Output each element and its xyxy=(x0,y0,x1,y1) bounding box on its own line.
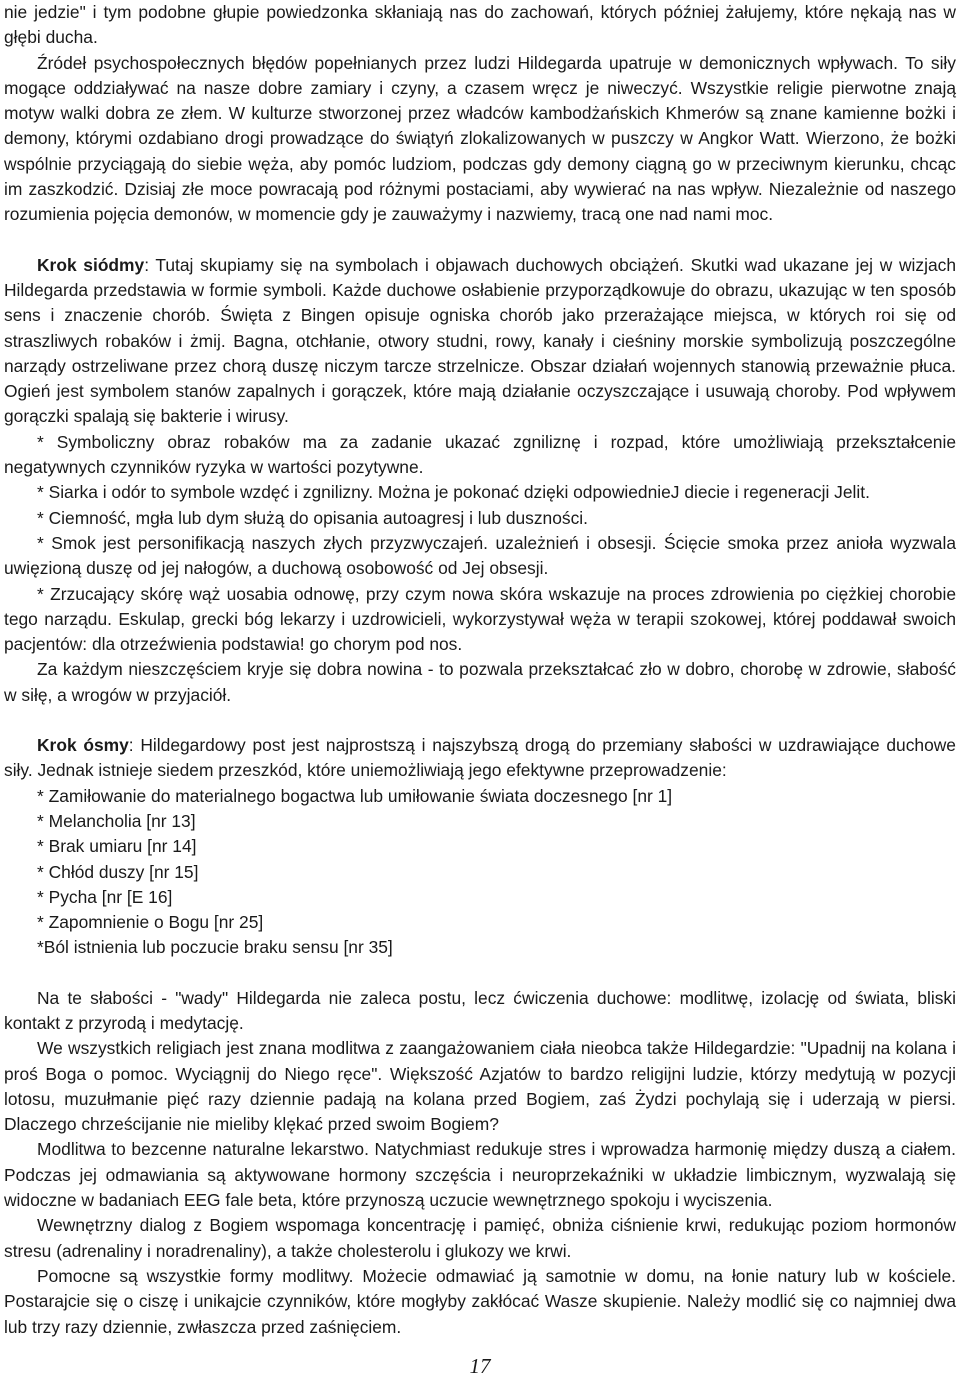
paragraph-step-eight xyxy=(4,733,956,784)
obstacle-item: * Brak umiaru [nr 14] xyxy=(37,836,197,857)
symbol-item-snake: * Zrzucający skórę wąż uosabia odnowę, przy czym nowa skóra wskazuje na proces zdrowienia po ciężkiej chorobie tego narządu. Eskulap, grecki bóg lekarzy i uzdrowicieli, wykorzystywał węża w terapii szokowej, której poddawał swoich pacjentów: dla otrzeźwienia podstawia! go chorym pod nos. xyxy=(4,583,956,655)
obstacle-item: * Melancholia [nr 13] xyxy=(37,810,196,831)
obstacle-item: * Zapomnienie o Bogu [nr 25] xyxy=(37,912,264,933)
page-number: 17 xyxy=(469,1354,491,1378)
step-seven-heading: Krok siódmy xyxy=(37,254,145,275)
document-page xyxy=(4,0,956,1340)
paragraph-prayer-medicine: Modlitwa to bezcenne naturalne lekarstwo. Natychmiast redukuje stres i wprowadza harmonię między duszą a ciałem. Podczas jej odmawiania są aktywowane hormony szczęścia i neuroprzekaźniki w układzie limbicznym, wyzwalają się widoczne w badaniach EEG fale beta, które przynoszą uczucie wewnętrznego spokoju i wyciszenia. xyxy=(4,1139,956,1211)
paragraph-demons: Źródeł psychospołecznych błędów popełnianych przez ludzi Hildegarda upatruje w demonicznych wpływach. To siły mogące oddziaływać na nasze dobre zamiary i czyny, a czasem wręcz je niweczyć. Wszystkie religie pierwotne znają motyw walki dobra ze złem. W kulturze stworzonej przez władców kambodżańskich Khmerów są znane kamienne bożki i demony, którymi ozdabiano drogi prowadzące do świątyń zlokalizowanych w puszczy w Angkor Watt. Wierzono, że bożki wspólnie przyciągają do siebie węża, aby pomóc ludziom, podczas gdy demony ciągną go w przeciwnym kierunku, chcąc im zaszkodzić. Dzisiaj złe moce powracają pod różnymi postaciami, aby wywierać na nas wpływ. Niezależnie od naszego rozumienia pojęcia demonów, w momencie gdy je zauważymy i nazwiemy, tracą one nad nami moc. xyxy=(4,52,956,225)
step-eight-heading: Krok ósmy xyxy=(37,735,129,756)
paragraph-step-seven xyxy=(4,253,956,430)
obstacle-item: * Zamiłowanie do materialnego bogactwa lub umiłowanie świata doczesnego [nr 1] xyxy=(37,785,673,806)
obstacle-item: * Chłód duszy [nr 15] xyxy=(37,861,199,882)
step-seven-text: : Tutaj skupiamy się na symbolach i objawach duchowych obciążeń. Skutki wad ukazane jej w wizjach Hildegarda przedstawia w formie symboli. Każde duchowe osłabienie przyporządkowuje do obrazu, ukazując w ten sposób sens i znaczenie chorób. Święta z Bingen opisuje ogniska chorób jako przerażające miejsca, w których roi się od straszliwych robaków i żmij. Bagna, otchłanie, otwory studni, rowy, kanały i cieśniny morskie symbolizują poszczególne narządy ostrzeliwane przez chorą duszę niczym tarcze strzelnicze. Obszar działań wojennych stanowią przeważnie płuca. Ogień jest symbolem stanów zapalnych i gorączek, które mają działanie oczyszczające i usuwają choroby. Pod wpływem gorączki spalają się bakterie i wirusy. xyxy=(4,254,957,427)
paragraph-intro-continuation: nie jedzie" i tym podobne głupie powiedzonka skłaniają nas do zachowań, których później żałujemy, które nękają nas w głębi ducha. xyxy=(4,2,956,48)
symbol-item-dragon: * Smok jest personifikacją naszych złych przyzwyczajeń. uzależnień i obsesji. Ścięcie smoka przez anioła wyzwala uwięzioną duszę od jej nałogów, a duchową osobowość od Jej obsesji. xyxy=(4,532,956,579)
spacer xyxy=(4,228,956,253)
paragraph-spiritual-exercises: Na te słabości - "wady" Hildegarda nie zaleca postu, lecz ćwiczenia duchowe: modlitwę, izolację od świata, bliski kontakt z przyrodą i medytację. xyxy=(4,987,956,1033)
symbol-item-sulfur: * Siarka i odór to symbole wzdęć i zgnilizny. Można je pokonać dzięki odpowiednieJ diecie i regeneracji Jelit. xyxy=(37,482,870,503)
spacer xyxy=(4,961,956,986)
paragraph-good-news: Za każdym nieszczęściem kryje się dobra nowina - to pozwala przekształcać zło w dobro, chorobę w zdrowie, słabość w siłę, a wrogów w przyjaciół. xyxy=(4,659,956,705)
symbol-item-darkness: * Ciemność, mgła lub dym służą do opisania autoagresj i lub duszności. xyxy=(37,507,588,528)
paragraph-prayer-body: We wszystkich religiach jest znana modlitwa z zaangażowaniem ciała nieobca także Hildegardzie: "Upadnij na kolana i proś Boga o pomoc. Wyciągnij do Niego ręce". Większość Azjatów to bardzo religijni ludzie, którzy medytują w pozycji lotosu, muzułmanie pięć razy dziennie padają na kolana przed Bogiem, zaś Żydzi pochylają się i uderzają w piersi. Dlaczego chrześcijanie nie mieliby klękać przed swoim Bogiem? xyxy=(4,1038,956,1135)
paragraph-forms-of-prayer: Pomocne są wszystkie formy modlitwy. Możecie odmawiać ją samotnie w domu, na łonie natury lub w kościele. Postarajcie się o ciszę i unikajcie czynników, które mogłyby zakłócać Wasze skupienie. Należy modlić się co najmniej dwa lub trzy razy dziennie, zwłaszcza przed zaśnięciem. xyxy=(4,1265,956,1337)
obstacle-item: *Ból istnienia lub poczucie braku sensu [nr 35] xyxy=(37,937,393,958)
symbol-item-worms: * Symboliczny obraz robaków ma za zadanie ukazać zgniliznę i rozpad, które umożliwiają przekształcenie negatywnych czynników ryzyka w wartości pozytywne. xyxy=(4,431,956,478)
spacer xyxy=(4,708,956,733)
paragraph-inner-dialogue: Wewnętrzny dialog z Bogiem wspomaga koncentrację i pamięć, obniża ciśnienie krwi, redukując poziom hormonów stresu (adrenaliny i noradrenaliny), a także cholesterolu i glukozy we krwi. xyxy=(4,1215,956,1261)
obstacle-item: * Pycha [nr [E 16] xyxy=(37,886,173,907)
step-eight-text: : Hildegardowy post jest najprostszą i najszybszą drogą do przemiany słabości w uzdrawiające duchowe siły. Jednak istnieje siedem przeszkód, które uniemożliwiają jego efektywne przeprowadzenie: xyxy=(4,735,956,781)
